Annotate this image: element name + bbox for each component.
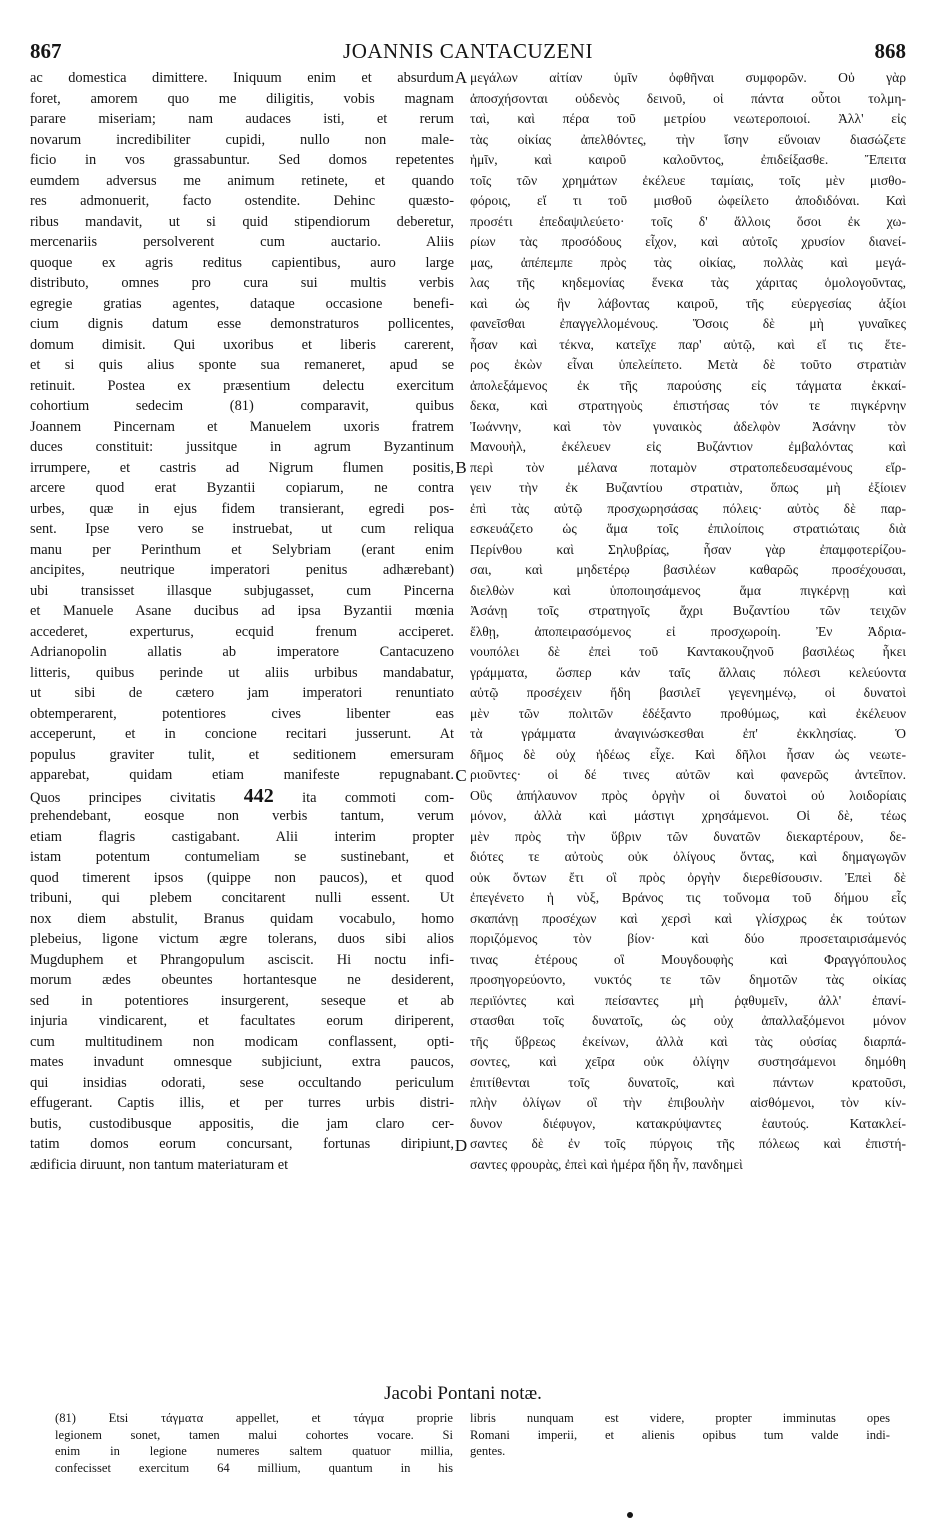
text-line: Ἰωάννην, καὶ τὸν γυναικὸς ἀδελφὸν Ἀσάνην τὸν <box>470 418 906 434</box>
text-line: res admonuerit, facto ostendite. Dehinc quæsto- <box>30 193 454 209</box>
text-line: γειν τὴν ἐκ Βυζαντίου στρατιὰν, ὅπως μὴ ἐξίοιεν <box>470 480 906 495</box>
text-line: σκαπάνῃ προσέχων καὶ χερσὶ καὶ γλίσχρως ἐκ τούτων <box>470 910 906 926</box>
text-line: τοῖς τῶν χρημάτων ἐκέλευε ταμίαις, τοῖς μὲν μισθο- <box>470 172 906 188</box>
text-line: arcere quod erat Byzantii copiarum, ne contra <box>30 480 454 496</box>
text-line: ποριζόμενος τὸν βίον· καὶ δύο προσεταιρισάμενός <box>470 931 906 946</box>
text-line: ædificia diruunt, non tantum materiaturam et <box>30 1156 289 1173</box>
notes-left-column <box>55 1410 453 1476</box>
text-line: Adrianopolin allatis ab imperatore Cantacuzeno <box>30 644 454 660</box>
column-number: 442 <box>243 785 274 806</box>
text-line: effugerant. Captis illis, et per turres urbis distri- <box>30 1095 454 1111</box>
text-line: urbes, quæ in ejus fidem transierant, egredi pos- <box>30 500 454 517</box>
text-line: litteris, quibus perinde ut aliis urbibus mandabatur, <box>30 664 454 681</box>
text-fragment: ita commoti com- <box>273 789 454 806</box>
text-line: quod timerent ipsos (quippe non paucos), et quod <box>30 869 454 886</box>
text-line: plebeius, ligone victum ægre tolerans, duos sibi alios <box>30 931 454 947</box>
text-line: distributo, omnes pro cura sui multis verbis <box>30 275 454 291</box>
text-line: ficio in vos grassabuntur. Sed domos repetentes <box>30 152 454 168</box>
text-line: egregie gratias agentes, dataque occasione benefi- <box>30 295 454 312</box>
text-line: ac domestica dimittere. Iniquum enim et absurdum <box>30 70 454 86</box>
text-line: περὶ τὸν μέλανα ποταμὸν στρατοπεδευσαμένους εἴρ- <box>470 459 906 475</box>
text-line: ρος ἑκὼν εἶναι ὑπελείπετο. Μετὰ δὲ τοῦτο στρατιὰν <box>470 357 906 372</box>
text-line: obtemperarent, potentiores cives libenter eas <box>30 705 454 722</box>
text-line: διελθὼν καὶ ὑποποιησάμενος ἅμα πιγκέρνῃ καὶ <box>470 582 906 598</box>
text-line: καὶ ὡς ἣν λάβοντας καιροῦ, τῆς εὐεργεσίας ἀξίοι <box>470 295 906 311</box>
text-line: μεγάλων αἰτίαν ὑμῖν ὀφθῆναι συμφορῶν. Οὐ γὰρ <box>470 70 906 85</box>
greek-text-column <box>470 68 906 1175</box>
notes-right-column <box>470 1410 890 1460</box>
text-line: ριοῦντες· οἱ δέ τινες αὐτῶν καὶ φανερῶς ἀντεῖπον. <box>470 767 906 782</box>
text-line: μὲν πρὸς τὴν ὕβριν τῶν δυνατῶν διεκαρτέρουν, δε- <box>470 828 906 844</box>
text-line: ἐπιτίθενται τοῖς δυνατοῖς, καὶ πάντων κρατοῦσι, <box>470 1074 906 1090</box>
text-line: cohortium sedecim (81) comparavit, quibus <box>30 398 454 414</box>
text-line: duces constituit: jussitque in agrum Byzantinum <box>30 439 454 455</box>
text-line: νουπόλει δὲ ἐπεὶ τοῦ Καντακουζηνοῦ βασιλέως ἧκει <box>470 644 906 659</box>
text-line: mates invadunt omnesque subjiciunt, extra paucos, <box>30 1054 454 1070</box>
text-line: αὐτῷ προσέχειν ἤδη βασιλεῖ γεγενημένῳ, οἱ δυνατοὶ <box>470 685 906 700</box>
text-line: ἀποσχήσονται οὐδενὸς δεινοῦ, οἱ πάντα οὗτοι τολμη- <box>470 90 906 106</box>
note-line: enim in legione numeres saltem quatuor millia, <box>55 1444 453 1458</box>
text-line: μας, ἀπέπεμπε πρὸς τὰς οἰκίας, πολλὰς καὶ μεγά- <box>470 254 906 270</box>
text-line: quoque ex agris reditus capientibus, auro large <box>30 254 454 271</box>
section-marker-a: A <box>454 68 468 87</box>
text-line: tribuni, qui plebem concitarent nulli essent. Ut <box>30 890 454 906</box>
section-marker-b: B <box>455 458 467 477</box>
text-line: mercenariis persolverent cum auctario. Aliis <box>30 234 454 250</box>
text-line: ancipites, neutrique imperatori penitus adhærebant) <box>30 562 454 578</box>
text-line: sed in potentiores insurgerent, seseque et ab <box>30 992 454 1009</box>
text-line: accederet, experturus, ecquid frenum acciperet. <box>30 623 454 640</box>
text-line: ἔλθῃ, ἀποπειρασόμενος εἰ προσχωροίη. Ἐν Ἀδρια- <box>470 623 906 639</box>
text-line: περιϊόντες καὶ πείσαντες μὴ ῥᾳθυμεῖν, ἀλλ' ἐπανί- <box>470 992 906 1008</box>
text-line: τῆς ὕβρεως ἐκείνων, ἀλλὰ καὶ τὰς οὐσίας διαρπά- <box>470 1033 906 1049</box>
text-line: στασθαι τοῖς δυνατοῖς, ὡς οὐχ ἀπαλλαξόμενοι μόνον <box>470 1013 906 1028</box>
text-line: σοντες, καὶ χεῖρα οὐκ ὀλίγην συστησάμενοι δημόθη <box>470 1054 906 1069</box>
text-line: εσκευάζετο ὡς ἅμα τοῖς ἐπιλοίποις στρατιώταις διὰ <box>470 521 906 536</box>
text-line: Joannem Pincernam et Manuelem uxoris fratrem <box>30 418 454 435</box>
text-line: manu per Perinthum et Selybriam (erant enim <box>30 541 454 558</box>
text-line: φόροις, εἴ τι τοῦ μισθοῦ ὠφείλετο ἀποδιδόναι. Καὶ <box>470 193 906 208</box>
text-line: προσέτι ἐπεδαψιλεύετο· τοῖς δ' ἄλλοις ὅσοι ἐκ χω- <box>470 213 906 229</box>
text-line <box>30 786 454 807</box>
text-line: prehendebant, eosque non verbis tantum, verum <box>30 808 454 824</box>
text-line: novarum incredibiliter cupidi, nullo non male- <box>30 131 454 148</box>
text-line: ἐπεγένετο ἡ νὺξ, Βράνος τις τοὔνομα τοῦ δήμου εἷς <box>470 890 906 905</box>
text-line: τινας ἑτέρους οἳ Μουγδουφὴς καὶ Φραγγόπουλος <box>470 951 906 967</box>
page-number-left: 867 <box>30 39 62 63</box>
text-line: cum multitudinem non modicam conflassent, opti- <box>30 1033 454 1050</box>
text-line: σαι, καὶ μηδετέρῳ βασιλέων καθαρῶς προσέχουσαι, <box>470 562 906 577</box>
text-line: δεκα, καὶ στρατηγοὺς ἐπιστήσας τόν τε πιγκέρνην <box>470 398 906 413</box>
note-line: legionem sonet, tamen malui cohortes vocare. Si <box>55 1427 453 1442</box>
text-line: sent. Ipse vero se instruebat, ut cum reliqua <box>30 521 454 537</box>
text-line: nox diem abstulit, Branus quidam vocabulo, homo <box>30 910 454 927</box>
note-line: gentes. <box>470 1444 506 1458</box>
text-line: qui insidias odorati, sese occultando periculum <box>30 1074 454 1091</box>
text-line: δῆμος δὲ οὐχ ἡδέως εἶχε. Καὶ δῆλοι ἦσαν ὡς νεωτε- <box>470 746 906 762</box>
text-line: foret, amorem quo me diligitis, vobis magnam <box>30 90 454 107</box>
text-line: ubi transisset illasque subjugasset, cum Pincerna <box>30 582 454 599</box>
text-line: τὰς οἰκίας ἀπελθόντες, τὴν ἴσην εὔνοιαν διασώζετε <box>470 131 906 147</box>
note-line: Romani imperii, et alienis opibus tum valde indi- <box>470 1427 890 1442</box>
text-line: butis, custodibusque appositis, die jam claro cer- <box>30 1115 454 1132</box>
text-line: δυνον διέφυγον, κατακρύψαντες ἑαυτούς. Κατακλεί- <box>470 1115 906 1131</box>
text-line: domum dimisit. Qui uxoribus et liberis carerent, <box>30 336 454 353</box>
text-line: λας τῆς κηδεμονίας ἕνεκα τὰς χάριτας ὁμολογοῦντας, <box>470 275 906 290</box>
text-line: διότες τε αὐτοὺς οὐκ ὀλίγους ὄντας, καὶ δημαγωγῶν <box>470 849 906 864</box>
text-line: τὰ γράμματα ἀναγινώσκεσθαι ἐπ' ἐκκλησίας. Ὁ <box>470 726 906 741</box>
text-line: σαντες δὲ ἐν τοῖς πύργοις τῆς πόλεως καὶ ἐπιστή- <box>470 1136 906 1151</box>
text-line: φανεῖσθαι ἐπαγγελλομένους. Ὅσοις δὲ μὴ γυναῖκες <box>470 316 906 331</box>
running-title: JOANNIS CANTACUZENI <box>343 39 593 63</box>
text-line: ταὶ, καὶ πέρα τοῦ μετρίου νεωτεροποιοί. Ἀλλ' εἰς <box>470 111 906 126</box>
text-line: ρίων τὰς προσόδους εἶχον, καὶ αὐτοῖς χρυσίον διανεί- <box>470 234 906 249</box>
text-line: ἀπολεξάμενος ἐκ τῆς παρούσης εἰς τάγματα ἑκκαί- <box>470 377 906 393</box>
latin-text-column <box>30 68 454 1175</box>
section-marker-d: D <box>454 1136 468 1155</box>
text-line: Περίνθου καὶ Σηλυβρίας, ἦσαν γὰρ ἐπαμφοτερίζου- <box>470 541 906 557</box>
text-line: Οὓς ἀπήλαυνον πρὸς ὀργὴν οἱ δυνατοὶ οὐ λοιδορίαις <box>470 787 906 803</box>
text-line: apparebat, quidam etiam manifeste repugnabant. <box>30 767 454 783</box>
page-header <box>30 38 906 68</box>
text-line: et Manuele Asane ducibus ad ipsa Byzantii mœnia <box>30 603 454 619</box>
text-line: cium dignis datum esse demonstraturos pollicentes, <box>30 316 454 332</box>
text-line: Μανουὴλ, ἐκέλευεν εἰς Βυζάντιον ἐμβαλόντας καὶ <box>470 439 906 454</box>
text-line: populus graviter tulit, et seditionem emersuram <box>30 746 454 763</box>
text-line: γράμματα, ὥσπερ κἀν ταῖς ἄλλαις πόλεσι κελεύοντα <box>470 664 906 680</box>
text-line: parare miseriam; nam audaces isti, et rerum <box>30 111 454 127</box>
text-fragment: Quos principes civitatis <box>30 789 244 806</box>
text-line: injuria vindicarent, et facultates eorum diriperent, <box>30 1013 454 1029</box>
text-line: Mugduphem et Phrangopulum asciscit. Hi noctu infi- <box>30 951 454 968</box>
note-line: libris nunquam est videre, propter imminutas opes <box>470 1411 890 1425</box>
section-marker-c: C <box>455 766 467 785</box>
text-line: eumdem adversus me animum retinete, et quando <box>30 172 454 189</box>
text-line: σαντες φρουρὰς, ἐπεὶ καὶ ἡμέρα ἤδη ἦν, πανδημεὶ <box>470 1156 743 1172</box>
text-line: μὲν τῶν πολιτῶν ἐδέξαντο προθύμως, καὶ ἐκέλευον <box>470 705 906 721</box>
text-line: irrumpere, et castris ad Nigrum flumen positis, <box>30 459 454 476</box>
note-line: confecisset exercitum 64 millium, quantum in his <box>55 1460 453 1475</box>
page-number-right: 868 <box>874 39 906 63</box>
text-line: et si quis alius sponte sua remaneret, apud se <box>30 357 454 373</box>
notes-heading: Jacobi Pontani notæ. <box>384 1383 542 1404</box>
text-line: πλὴν ὀλίγων οἳ τὴν ἐπιβουλὴν αἰσθόμενοι, τὸν κίν- <box>470 1095 906 1110</box>
text-line: retinuit. Postea ex præsentium delectu exercitum <box>30 377 454 394</box>
text-line: προσηγορεύοντο, νυκτός τε τῶν δημοτῶν τὰς οἰκίας <box>470 972 906 987</box>
text-line: etiam flagris castigabant. Alii interim propter <box>30 828 454 845</box>
text-line: ἦσαν καὶ τέκνα, κατεῖχε παρ' αὐτῷ, καὶ εἴ τις ἕτε- <box>470 336 906 352</box>
text-line: ἡμῖν, καὶ καιροῦ καλοῦντος, ἐπιδείξασθε. Ἔπειτα <box>470 152 906 167</box>
text-line: οὐκ ὄντων ἔτι οἳ πρὸς ὀργὴν διερεθίσουσιν. Ἐπεὶ δὲ <box>470 869 906 885</box>
text-line: morum ædes obeuntes hortantesque ne desiderent, <box>30 972 454 988</box>
bullet-mark <box>627 1512 633 1518</box>
text-line: μόνον, ἀλλὰ καὶ μάστιγι χρησάμενοι. Οἱ δὲ, τέως <box>470 808 906 823</box>
text-line: tatim domos eorum concursant, fortunas diripiunt, <box>30 1136 454 1152</box>
text-line: ribus mandavit, ut si quid stipendiorum deberetur, <box>30 213 454 230</box>
text-line: ut sibi de cætero jam imperatori renuntiato <box>30 685 454 701</box>
text-line: ἐπὶ τὰς αὐτῷ προσχωρησάσας πόλεις· αὐτὸς δὲ παρ- <box>470 500 906 516</box>
text-line: acceperunt, et in concione recitari jusserunt. At <box>30 726 454 742</box>
text-line: Ἀσάνῃ τοῖς στρατηγοῖς ἄχρι Βυζαντίου τῶν τειχῶν <box>470 603 906 618</box>
note-line: (81) Etsi τάγματα appellet, et τάγμα proprie <box>55 1411 453 1425</box>
text-line: istam potentum contumeliam se sustinebant, et <box>30 849 454 865</box>
